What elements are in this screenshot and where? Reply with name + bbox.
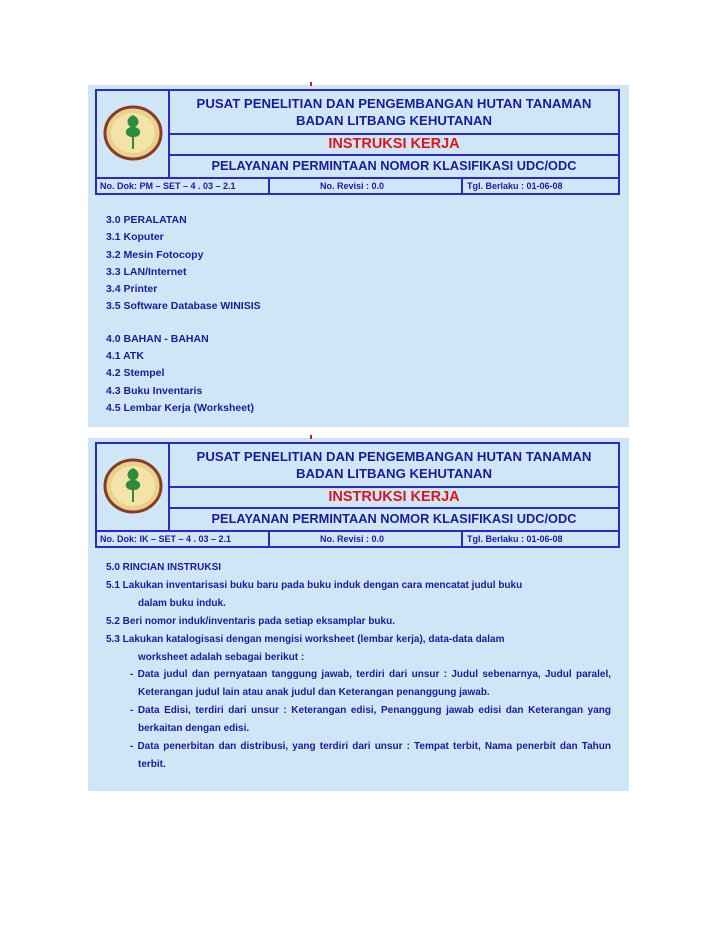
list-item: 3.0 PERALATAN: [106, 214, 187, 226]
org-line-1: PUSAT PENELITIAN DAN PENGEMBANGAN HUTAN TANAMAN: [196, 96, 592, 111]
instruction-5-3-cont: worksheet adalah sebagai berikut :: [138, 651, 305, 663]
valid-date: Tgl. Berlaku : 01-06-08: [467, 534, 563, 544]
org-line-1: PUSAT PENELITIAN DAN PENGEMBANGAN HUTAN TANAMAN: [196, 449, 592, 464]
instruction-5-2: 5.2 Beri nomor induk/inventaris pada setiap eksamplar buku.: [106, 615, 395, 627]
meta-row: [97, 177, 618, 195]
list-item: 4.2 Stempel: [106, 367, 165, 380]
list-item: 4.5 Lembar Kerja (Worksheet): [106, 401, 255, 414]
service-title: PELAYANAN PERMINTAAN NOMOR KLASIFIKASI UDC/ODC: [211, 511, 577, 526]
data-item-penerbitan: - Data penerbitan dan distribusi, yang terdiri dari unsur : Tempat terbit, Nama penerbit dan Tahun terbit.: [130, 741, 611, 770]
meta-row: [97, 530, 618, 548]
page-panel-2: [88, 438, 629, 791]
list-item: 3.5 Software Database WINISIS: [106, 300, 261, 313]
org-line-2: BADAN LITBANG KEHUTANAN: [295, 113, 493, 128]
service-title: PELAYANAN PERMINTAAN NOMOR KLASIFIKASI UDC/ODC: [211, 158, 577, 173]
instruction-5-3: 5.3 Lakukan katalogisasi dengan mengisi worksheet (lembar kerja), data-data dalam: [106, 633, 505, 645]
red-mark: [310, 435, 312, 439]
list-item: 3.4 Printer: [106, 283, 158, 296]
list-item: 3.3 LAN/Internet: [106, 265, 187, 278]
document-header: [95, 442, 620, 548]
data-item-edisi: - Data Edisi, terdiri dari unsur : Keterangan edisi, Penanggung jawab edisi dan Keterangan yang berkaitan dengan edisi.: [130, 705, 611, 735]
document-header: [95, 89, 620, 195]
page-panel-1: [88, 85, 629, 427]
revision-number: No. Revisi : 0.0: [320, 181, 385, 191]
data-item-judul: - Data judul dan pernyataan tanggung jawab, terdiri dari unsur : Judul sebenarnya, Judul paralel, Keterangan judul lain atau anak judul dan Keterangan penanggung jawab.: [130, 669, 611, 699]
logo: [97, 91, 170, 177]
logo: [97, 444, 170, 530]
valid-date: Tgl. Berlaku : 01-06-08: [467, 181, 563, 191]
instruction-5-1-cont: dalam buku induk.: [138, 597, 226, 609]
red-mark: [310, 82, 312, 86]
revision-number: No. Revisi : 0.0: [320, 534, 385, 544]
instruction-body: [106, 559, 611, 774]
section-heading: 5.0 RINCIAN INSTRUKSI: [106, 562, 222, 573]
document-title: INSTRUKSI KERJA: [170, 488, 618, 509]
list-item: 3.2 Mesin Fotocopy: [106, 248, 204, 261]
list-item: 4.1 ATK: [106, 350, 144, 363]
instruction-5-1: 5.1 Lakukan inventarisasi buku baru pada buku induk dengan cara mencatat judul buku: [106, 579, 523, 591]
document-title: INSTRUKSI KERJA: [170, 135, 618, 156]
organization-name: [170, 444, 618, 488]
tree-emblem-icon: [103, 458, 163, 514]
doc-number: No. Dok: IK – SET – 4 . 03 – 2.1: [100, 532, 270, 548]
equipment-list: [106, 212, 261, 417]
list-item: 4.0 BAHAN - BAHAN: [106, 332, 209, 345]
list-item: 3.1 Koputer: [106, 231, 164, 244]
list-item: 4.3 Buku Inventaris: [106, 384, 203, 397]
doc-number: No. Dok: PM – SET – 4 . 03 – 2.1: [100, 179, 270, 195]
org-line-2: BADAN LITBANG KEHUTANAN: [295, 466, 493, 481]
organization-name: [170, 91, 618, 135]
tree-emblem-icon: [103, 105, 163, 161]
